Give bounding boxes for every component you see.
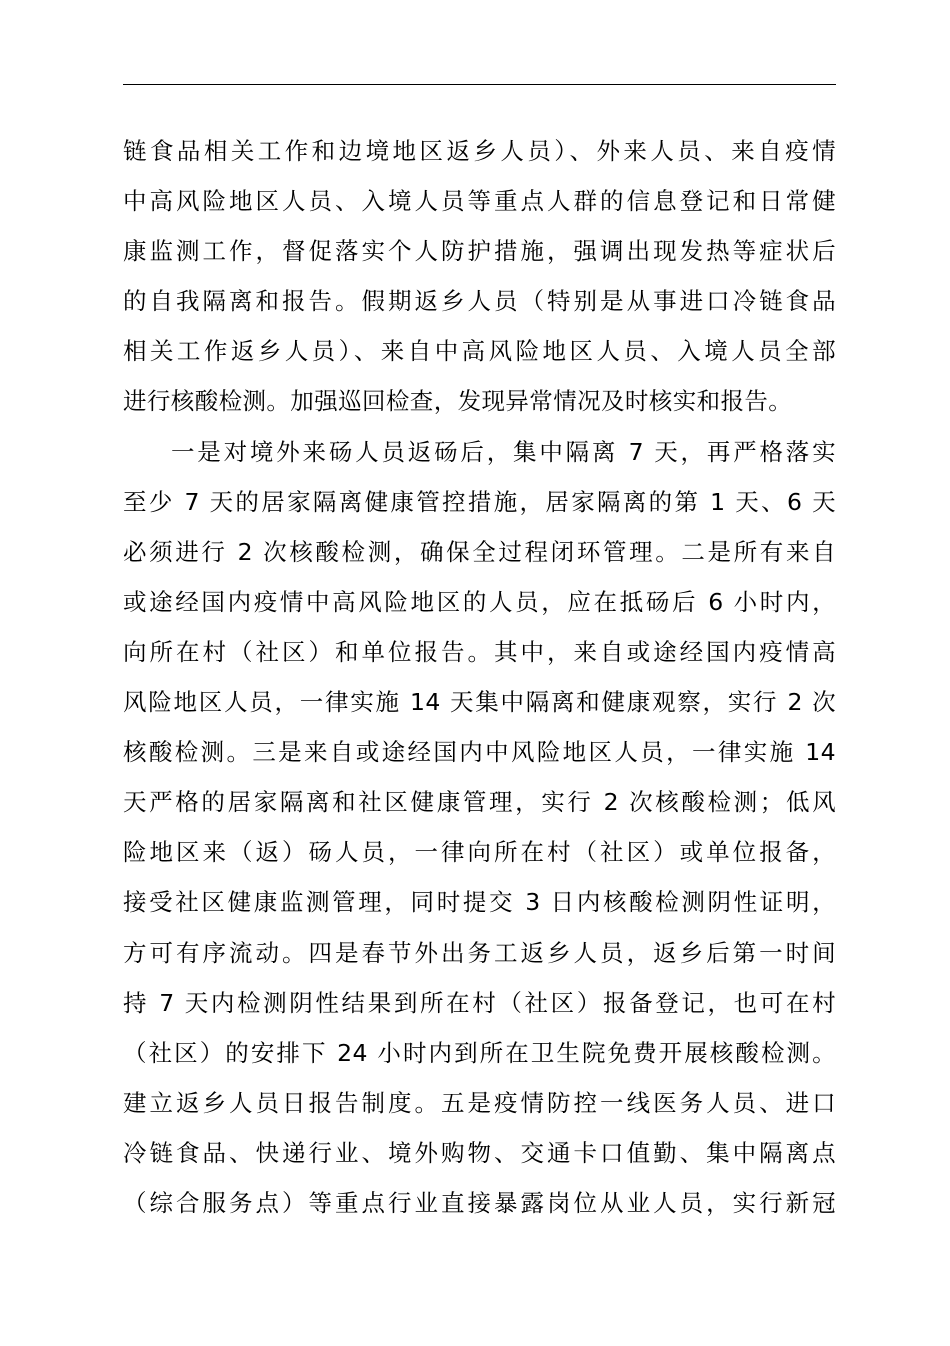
text-line: 天严格的居家隔离和社区健康管理，实行 2 次核酸检测；低风	[123, 788, 836, 817]
text-line: 中高风险地区人员、入境人员等重点人群的信息登记和日常健	[123, 187, 836, 216]
text-line: 核酸检测。三是来自或途经国内中风险地区人员，一律实施 14	[123, 738, 836, 767]
text-line: 必须进行 2 次核酸检测，确保全过程闭环管理。二是所有来自	[123, 537, 836, 566]
text-line: （社区）的安排下 24 小时内到所在卫生院免费开展核酸检测。	[123, 1038, 836, 1067]
body-text	[123, 126, 836, 1228]
text-line: 相关工作返乡人员）、来自中高风险地区人员、入境人员全部	[123, 337, 836, 366]
paragraph-end-line: 进行核酸检测。加强巡回检查，发现异常情况及时核实和报告。	[123, 387, 793, 416]
text-line: 或途经国内疫情中高风险地区的人员，应在抵砀后 6 小时内，	[123, 587, 836, 616]
text-line: 至少 7 天的居家隔离健康管控措施，居家隔离的第 1 天、6 天	[123, 487, 836, 516]
text-line: 的自我隔离和报告。假期返乡人员（特别是从事进口冷链食品	[123, 287, 836, 316]
text-line: 链食品相关工作和边境地区返乡人员）、外来人员、来自疫情	[123, 137, 836, 165]
text-line: 接受社区健康监测管理，同时提交 3 日内核酸检测阴性证明，	[123, 888, 836, 917]
text-line: 方可有序流动。四是春节外出务工返乡人员，返乡后第一时间	[123, 938, 836, 967]
text-line: 险地区来（返）砀人员，一律向所在村（社区）或单位报备，	[123, 838, 836, 867]
paragraph-start-line: 一是对境外来砀人员返砀后，集中隔离 7 天，再严格落实	[171, 437, 836, 466]
text-line: 持 7 天内检测阴性结果到所在村（社区）报备登记，也可在村	[123, 988, 836, 1017]
text-line: 向所在村（社区）和单位报告。其中，来自或途经国内疫情高	[123, 637, 836, 666]
header-rule	[123, 84, 836, 85]
text-line: 风险地区人员，一律实施 14 天集中隔离和健康观察，实行 2 次	[123, 688, 836, 717]
text-line: （综合服务点）等重点行业直接暴露岗位从业人员，实行新冠	[123, 1188, 836, 1217]
text-line: 康监测工作，督促落实个人防护措施，强调出现发热等症状后	[123, 237, 836, 266]
text-line: 建立返乡人员日报告制度。五是疫情防控一线医务人员、进口	[123, 1088, 836, 1117]
text-line: 冷链食品、快递行业、境外购物、交通卡口值勤、集中隔离点	[123, 1138, 836, 1167]
